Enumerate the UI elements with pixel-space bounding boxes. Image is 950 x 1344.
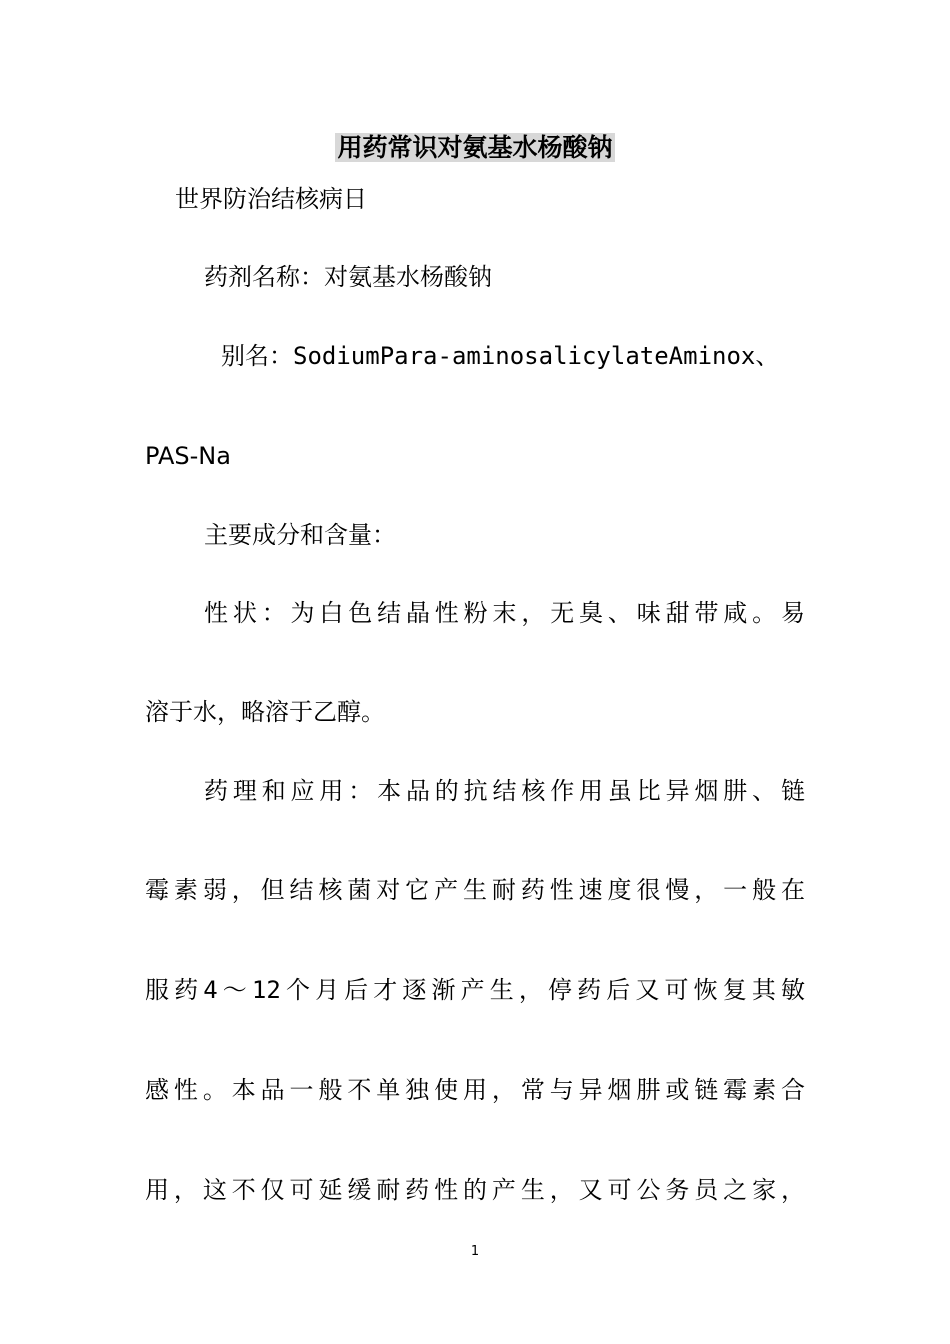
text-line-alias: 别名：SodiumPara-aminosalicylateAminox、 [221,342,780,370]
text-line-pharmacology-4: 感性。本品一般不单独使用，常与异烟肼或链霉素合 [145,1076,805,1104]
text-line-ingredients: 主要成分和含量： [204,521,396,549]
text-line-pharmacology-3: 服药4～12个月后才逐渐产生，停药后又可恢复其敏 [145,976,805,1004]
text-line-pharmacology-5: 用，这不仅可延缓耐药性的产生，又可公务员之家， [145,1176,805,1204]
page-number: 1 [470,1244,480,1259]
text-line-pharmacology: 药理和应用：本品的抗结核作用虽比异烟肼、链 [204,777,805,805]
text-line-properties-cont: 溶于水，略溶于乙醇。 [145,698,385,726]
text-line-pharmacology-2: 霉素弱，但结核菌对它产生耐药性速度很慢，一般在 [145,876,805,904]
text-line-alias-cont: PAS-Na [145,442,231,470]
document-title: 用药常识对氨基水杨酸钠 [337,133,613,162]
text-line-properties: 性状：为白色结晶性粉末，无臭、味甜带咸。易 [204,599,805,627]
text-line-drug-name: 药剂名称：对氨基水杨酸钠 [204,263,492,291]
text-line-subtitle: 世界防治结核病日 [175,185,367,213]
